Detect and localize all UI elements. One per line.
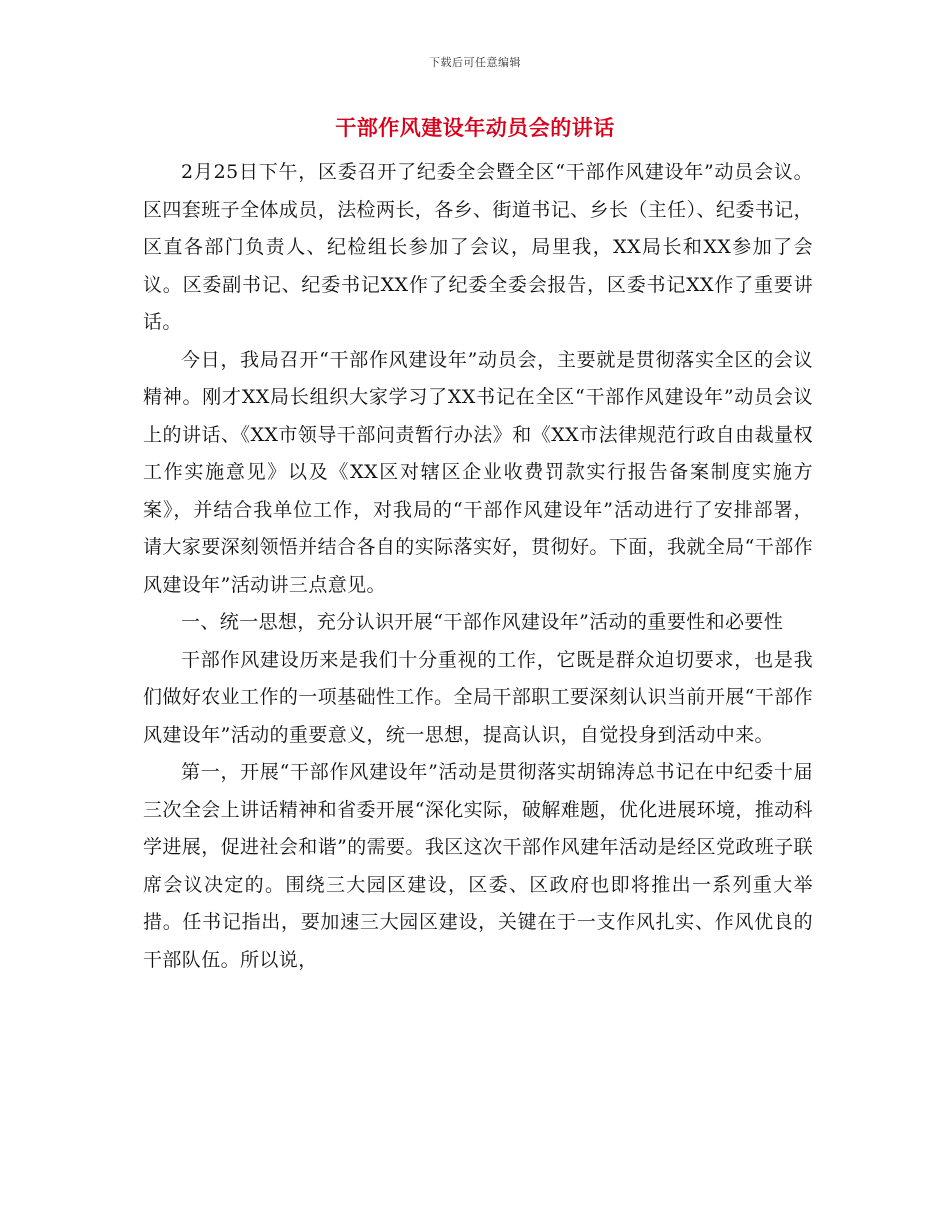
- paragraph-point-one: 第一，开展“干部作风建设年”活动是贯彻落实胡锦涛总书记在中纪委十届三次全会上讲话精神和省委开展“深化实际，破解难题，优化进展环境，推动科学进展，促进社会和谐”的需要。我区这次干部作风建年活动是经区党政班子联席会议决定的。围绕三大园区建设，区委、区政府也即将推出一系列重大举措。任书记指出，要加速三大园区建设，关键在于一支作风扎实、作风优良的干部队伍。所以说，: [143, 761, 813, 971]
- document-body: [143, 154, 813, 979]
- document-title: 干部作风建设年动员会的讲话: [335, 115, 615, 140]
- section-heading-1: 一、统一思想，充分认识开展“干部作风建设年”活动的重要性和必要性: [181, 611, 784, 633]
- page-header: 下载后可任意编辑: [429, 56, 521, 69]
- paragraph-bureau-meeting: 今日，我局召开“干部作风建设年”动员会，主要就是贯彻落实全区的会议精神。刚才XX局长组织大家学习了XX书记在全区“干部作风建设年”动员会议上的讲话、《XX市领导干部问责暂行办法》和《XX市法律规范行政自由裁量权工作实施意见》以及《XX区对辖区企业收费罚款实行报告备案制度实施方案》，并结合我单位工作，对我局的“干部作风建设年”活动进行了安排部署，请大家要深刻领悟并结合各自的实际落实好，贯彻好。下面，我就全局“干部作风建设年”活动讲三点意见。: [143, 348, 813, 596]
- paragraph-importance: 干部作风建设历来是我们十分重视的工作，它既是群众迫切要求，也是我们做好农业工作的一项基础性工作。全局干部职工要深刻认识当前开展“干部作风建设年”活动的重要意义，统一思想，提高认识，自觉投身到活动中来。: [143, 648, 813, 746]
- paragraph-meeting-summary: 2月25日下午，区委召开了纪委全会暨全区“干部作风建设年”动员会议。区四套班子全体成员，法检两长，各乡、街道书记、乡长（主任）、纪委书记，区直各部门负责人、纪检组长参加了会议，局里我，XX局长和XX参加了会议。区委副书记、纪委书记XX作了纪委全委会报告，区委书记XX作了重要讲话。: [143, 161, 813, 333]
